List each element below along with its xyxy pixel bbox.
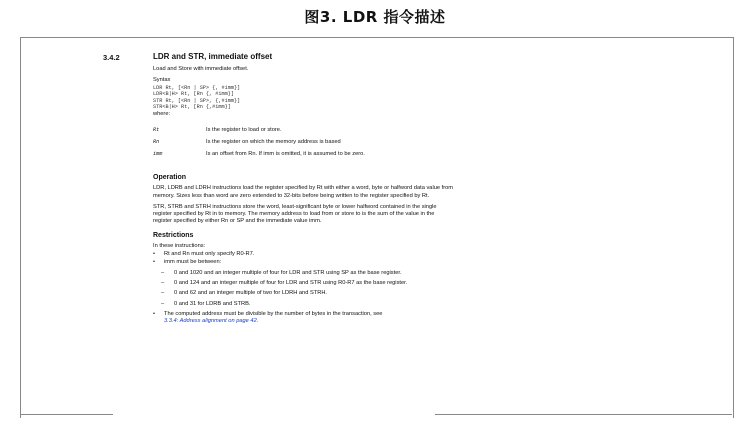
param-desc: Is the register to load or store. [206,127,282,134]
operation-paragraph-2: STR, STRB and STRH instructions store the word, least-significant byte or lower halfword contained in the single register specified by Rt in to memory. The memory address to load from or store to is the sum of the value in the register specified by either Rn or SP and the immediate value imm. [153,203,437,225]
range-item: – 0 and 31 for LDRB and STRB. [153,301,453,308]
section-description: Load and Store with immediate offset. [153,66,249,72]
operation-paragraph-1: LDR, LDRB and LDRH instructions load the register specified by Rt with either a word, byte or halfword data value from memory. Sizes less than word are zero extended to 32-bits before being written to the register specified by Rt. [153,185,453,199]
footer-rule-right [435,414,732,415]
syntax-line: LDR<B|H> Rt, [Rn {, #imm}] [153,91,234,98]
section-number: 3.4.2 [103,53,120,62]
restriction-item [153,311,453,326]
address-alignment-link[interactable]: 3.3.4: Address alignment on page 42. [164,318,259,325]
restriction-text: The computed address must be divisible by the number of bytes in the transaction, see [164,310,383,317]
syntax-heading: Syntax [153,77,171,84]
restriction-item: • Rt and Rn must only specify R0-R7. [153,251,453,258]
restriction-item: • imm must be between: [153,259,453,266]
where-label: where: [153,110,171,117]
operation-heading: Operation [153,174,187,182]
param-desc: Is the register on which the memory address is based [206,139,341,146]
syntax-line: STR Rt, [<Rn | SP>, {,#imm}] [153,97,241,104]
param-row [153,127,453,139]
param-row [153,151,453,163]
param-row [153,139,453,151]
range-item: – 0 and 1020 and an integer multiple of four for LDR and STR using SP as the base register. [153,270,453,277]
param-name: Rt [153,127,160,134]
syntax-line: STR<B|H> Rt, [Rn {,#imm}] [153,104,231,111]
range-item: – 0 and 62 and an integer multiple of two for LDRH and STRH. [153,290,453,297]
footer-rule-left [20,414,113,415]
syntax-line: LDR Rt, [<Rn | SP> {, #imm}] [153,84,241,91]
section-title: LDR and STR, immediate offset [153,52,273,61]
section-content [153,52,453,326]
figure-caption: 图3. LDR 指令描述 [304,8,446,26]
restrictions-heading: Restrictions [153,231,194,239]
param-name: Rn [153,139,160,146]
restrictions-intro: In these instructions: [153,242,206,249]
param-desc: Is an offset from Rn. If imm is omitted, it is assumed to be zero. [206,151,365,158]
range-item: – 0 and 124 and an integer multiple of four for LDR and STR using R0-R7 as the base register. [153,280,453,287]
param-name: imm [153,151,163,158]
